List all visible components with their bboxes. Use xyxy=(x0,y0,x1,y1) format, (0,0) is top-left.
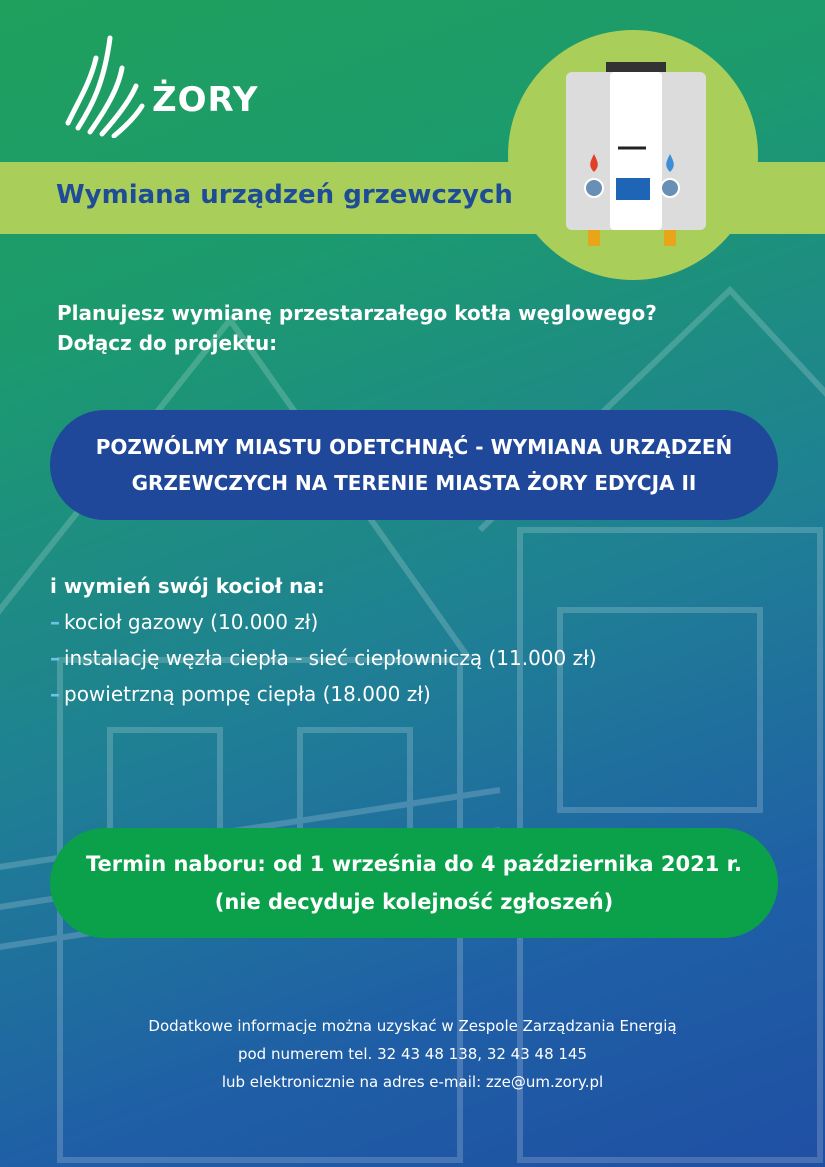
list-item xyxy=(50,604,597,640)
option-label: kocioł gazowy (10.000 zł) xyxy=(64,610,319,634)
project-line-2: GRZEWCZYCH NA TERENIE MIASTA ŻORY EDYCJA II xyxy=(131,471,697,495)
dash-bullet: – xyxy=(50,682,60,706)
options-list xyxy=(50,568,597,712)
deadline-line-2: (nie decyduje kolejność zgłoszeń) xyxy=(214,890,614,914)
options-heading: i wymień swój kocioł na: xyxy=(50,574,325,598)
list-item xyxy=(50,676,597,712)
intro-line-1: Planujesz wymianę przestarzałego kotła węglowego? xyxy=(57,301,657,325)
contact-info xyxy=(0,1012,825,1096)
list-item xyxy=(50,640,597,676)
page-title: Wymiana urządzeń grzewczych xyxy=(56,180,513,210)
option-label: powietrzną pompę ciepła (18.000 zł) xyxy=(64,682,431,706)
boiler-icon xyxy=(566,62,706,256)
deadline-banner xyxy=(50,828,778,938)
deadline-line-1: Termin naboru: od 1 września do 4 października 2021 r. xyxy=(86,852,742,876)
intro-text xyxy=(57,298,657,358)
footer-line-2: pod numerem tel. 32 43 48 138, 32 43 48 145 xyxy=(237,1045,588,1063)
footer-line-3: lub elektronicznie na adres e-mail: zze@um.zory.pl xyxy=(221,1073,604,1091)
project-line-1: POZWÓLMY MIASTU ODETCHNĄĆ - WYMIANA URZĄDZEŃ xyxy=(95,435,733,459)
footer-line-1: Dodatkowe informacje można uzyskać w Zespole Zarządzania Energią xyxy=(148,1017,677,1035)
intro-line-2: Dołącz do projektu: xyxy=(57,331,278,355)
dash-bullet: – xyxy=(50,646,60,670)
project-banner xyxy=(50,410,778,520)
logo-text: ŻORY xyxy=(152,80,259,120)
dash-bullet: – xyxy=(50,610,60,634)
option-label: instalację węzła ciepła - sieć ciepłowniczą (11.000 zł) xyxy=(64,646,597,670)
